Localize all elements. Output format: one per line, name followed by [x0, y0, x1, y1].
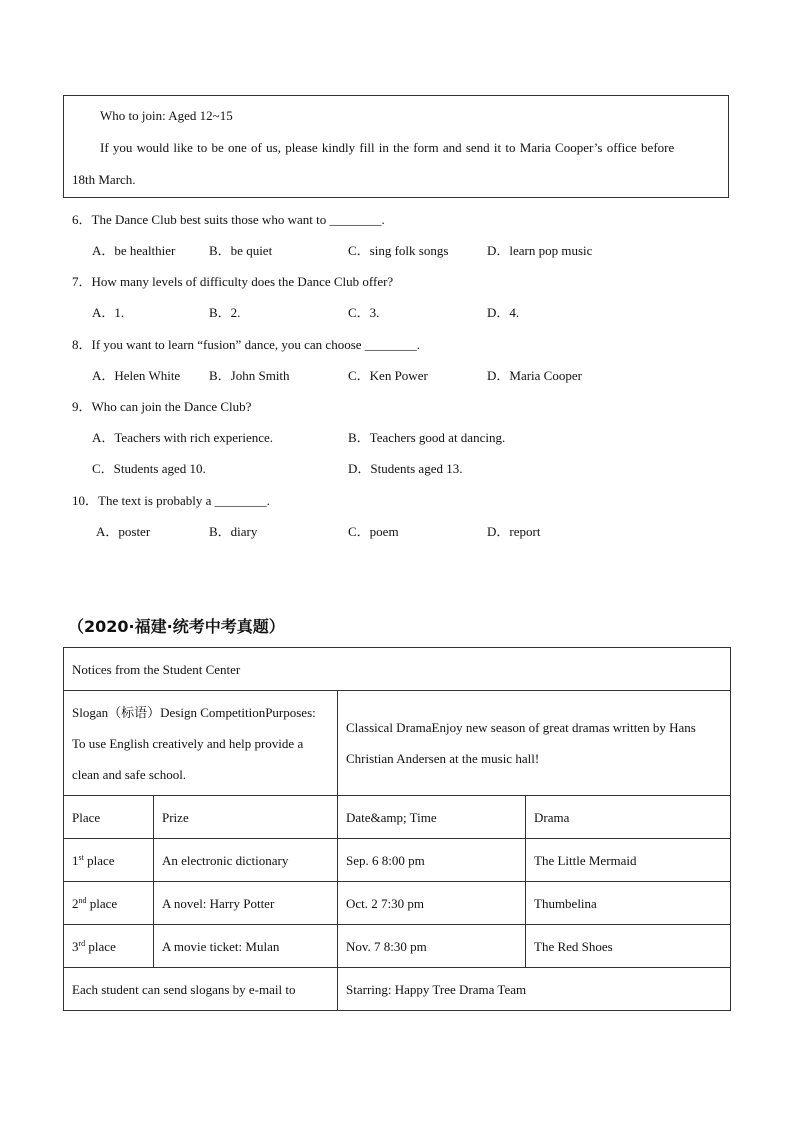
question-7 — [72, 271, 393, 290]
table-row — [64, 839, 731, 882]
table-row — [64, 691, 731, 796]
question-stem: The Dance Club best suits those who want to ________. — [91, 212, 385, 227]
drama-cell: The Red Shoes — [526, 925, 731, 968]
info-who-to-join: Who to join: Aged 12~15 — [100, 108, 233, 123]
question-number: 9． — [72, 399, 92, 414]
question-stem: If you want to learn “fusion” dance, you can choose ________. — [91, 337, 421, 352]
question-number: 10． — [72, 493, 99, 508]
info-deadline: 18th March. — [72, 172, 136, 187]
table-header-row — [64, 796, 731, 839]
question-number: 6． — [72, 212, 92, 227]
section-heading: （2020·福建·统考中考真题） — [68, 617, 285, 636]
option-10c[interactable]: C．poem — [348, 524, 399, 539]
option-6d[interactable]: D．learn pop music — [487, 243, 593, 258]
notices-table — [63, 647, 731, 1011]
footer-send-slogans: Each student can send slogans by e-mail to — [64, 968, 338, 1011]
question-6 — [72, 209, 385, 228]
option-7c[interactable]: C．3. — [348, 305, 380, 320]
option-8d[interactable]: D．Maria Cooper — [487, 368, 582, 383]
question-8 — [72, 334, 420, 353]
prize-cell: An electronic dictionary — [154, 839, 338, 882]
drama-cell: The Little Mermaid — [526, 839, 731, 882]
option-6a[interactable]: A．be healthier — [92, 243, 176, 258]
table-row — [64, 648, 731, 691]
time-cell: Oct. 2 7:30 pm — [338, 882, 526, 925]
place-word: place — [86, 895, 118, 911]
info-how-to-join: If you would like to be one of us, please kindly fill in the form and send it to Maria Cooper’s office before — [100, 140, 675, 155]
header-drama: Drama — [526, 796, 731, 839]
place-suffix: rd — [78, 938, 86, 948]
place-number: 1 — [72, 852, 79, 868]
place-cell — [64, 882, 154, 925]
option-7b[interactable]: B．2. — [209, 305, 241, 320]
option-9c[interactable]: C．Students aged 10. — [92, 461, 206, 476]
question-stem: The text is probably a ________. — [98, 493, 270, 508]
question-10 — [72, 490, 270, 509]
option-9a[interactable]: A．Teachers with rich experience. — [92, 430, 274, 445]
time-cell: Nov. 7 8:30 pm — [338, 925, 526, 968]
table-row — [64, 968, 731, 1011]
option-10d[interactable]: D．report — [487, 524, 541, 539]
place-number: 2 — [72, 895, 79, 911]
place-cell — [64, 839, 154, 882]
place-number: 3 — [72, 938, 79, 954]
prize-cell: A movie ticket: Mulan — [154, 925, 338, 968]
header-prize: Prize — [154, 796, 338, 839]
option-6b[interactable]: B．be quiet — [209, 243, 273, 258]
slogan-competition-info: Slogan（标语）Design CompetitionPurposes: To use English creatively and help provide a clean and safe school. — [64, 691, 338, 796]
header-place: Place — [64, 796, 154, 839]
drama-cell: Thumbelina — [526, 882, 731, 925]
question-stem: How many levels of difficulty does the Dance Club offer? — [91, 274, 394, 289]
place-word: place — [83, 852, 115, 868]
question-number: 7． — [72, 274, 92, 289]
notices-title: Notices from the Student Center — [64, 648, 731, 691]
table-row — [64, 925, 731, 968]
footer-starring: Starring: Happy Tree Drama Team — [338, 968, 731, 1011]
option-9b[interactable]: B．Teachers good at dancing. — [348, 430, 506, 445]
option-8c[interactable]: C．Ken Power — [348, 368, 428, 383]
option-8b[interactable]: B．John Smith — [209, 368, 290, 383]
place-suffix: nd — [78, 895, 87, 905]
table-row — [64, 882, 731, 925]
option-8a[interactable]: A．Helen White — [92, 368, 181, 383]
place-suffix: st — [78, 852, 84, 862]
option-7a[interactable]: A．1. — [92, 305, 125, 320]
option-6c[interactable]: C．sing folk songs — [348, 243, 449, 258]
info-box — [63, 95, 729, 198]
option-7d[interactable]: D．4. — [487, 305, 520, 320]
option-9d[interactable]: D．Students aged 13. — [348, 461, 463, 476]
prize-cell: A novel: Harry Potter — [154, 882, 338, 925]
header-date-time: Date&amp; Time — [338, 796, 526, 839]
option-10a[interactable]: A．poster — [96, 524, 151, 539]
place-cell — [64, 925, 154, 968]
question-stem: Who can join the Dance Club? — [91, 399, 252, 414]
question-number: 8． — [72, 337, 92, 352]
question-9 — [72, 396, 251, 415]
time-cell: Sep. 6 8:00 pm — [338, 839, 526, 882]
place-word: place — [85, 938, 116, 954]
classical-drama-info: Classical DramaEnjoy new season of great dramas written by Hans Christian Andersen at the music hall! — [338, 691, 731, 796]
option-10b[interactable]: B．diary — [209, 524, 258, 539]
